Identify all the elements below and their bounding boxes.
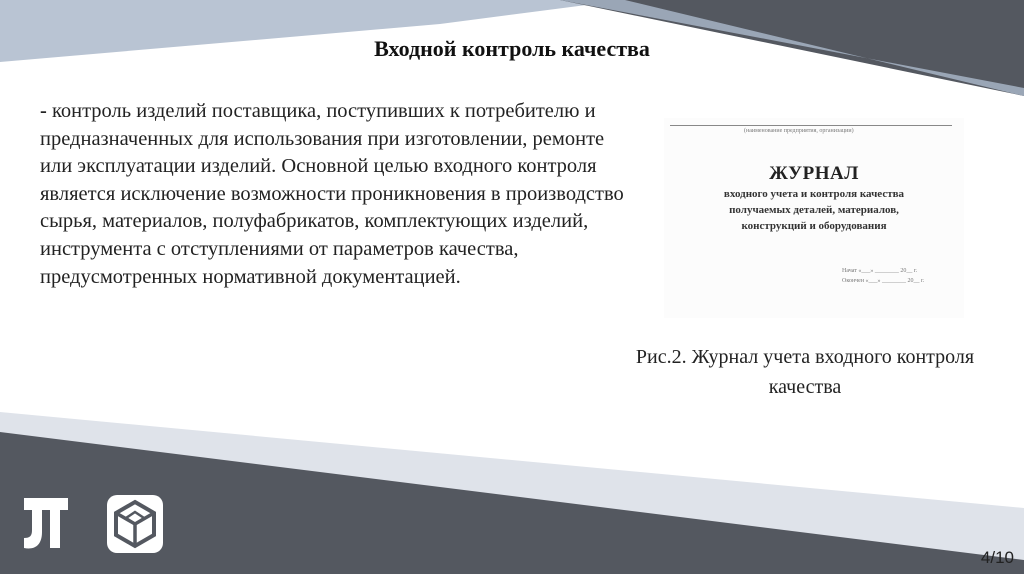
figure-started-field: Начат «___» ________ 20__ г. bbox=[842, 268, 918, 274]
figure-subtitle-line: конструкций и оборудования bbox=[741, 220, 887, 232]
page-number: 4/10 bbox=[980, 548, 1014, 567]
body-paragraph: контроль изделий поставщика, поступивших к потребителю и предназначенных для использования при изготовлении, ремонте или эксплуатации изделий. Основной целью входного контроля является исключение возможности проникновения в производство сырья, материалов, полуфабрикатов, комплектующих изделий, инструмента с отступлениями от параметров качества, предусмотренных нормативной документацией. bbox=[40, 100, 624, 288]
cube-logo-icon bbox=[104, 492, 166, 556]
slide-title: Входной контроль качества bbox=[374, 36, 650, 61]
figure-subtitle bbox=[664, 186, 964, 234]
journal-figure bbox=[664, 118, 964, 318]
figure-caption: Рис.2. Журнал учета входного контроля качества bbox=[635, 346, 975, 398]
slide-body-text bbox=[40, 98, 630, 291]
body-dash: - bbox=[40, 100, 47, 122]
figure-subtitle-line: получаемых деталей, материалов, bbox=[729, 204, 899, 216]
pi-logo-icon bbox=[20, 492, 72, 554]
figure-rule-line bbox=[670, 125, 952, 126]
figure-org-caption: (наименование предприятия, организации) bbox=[744, 128, 854, 134]
figure-finished-field: Окончен «___» ________ 20__ г. bbox=[842, 278, 925, 284]
figure-heading: ЖУРНАЛ bbox=[769, 163, 859, 184]
figure-subtitle-line: входного учета и контроля качества bbox=[723, 188, 905, 200]
figure-date-fields bbox=[842, 266, 924, 286]
